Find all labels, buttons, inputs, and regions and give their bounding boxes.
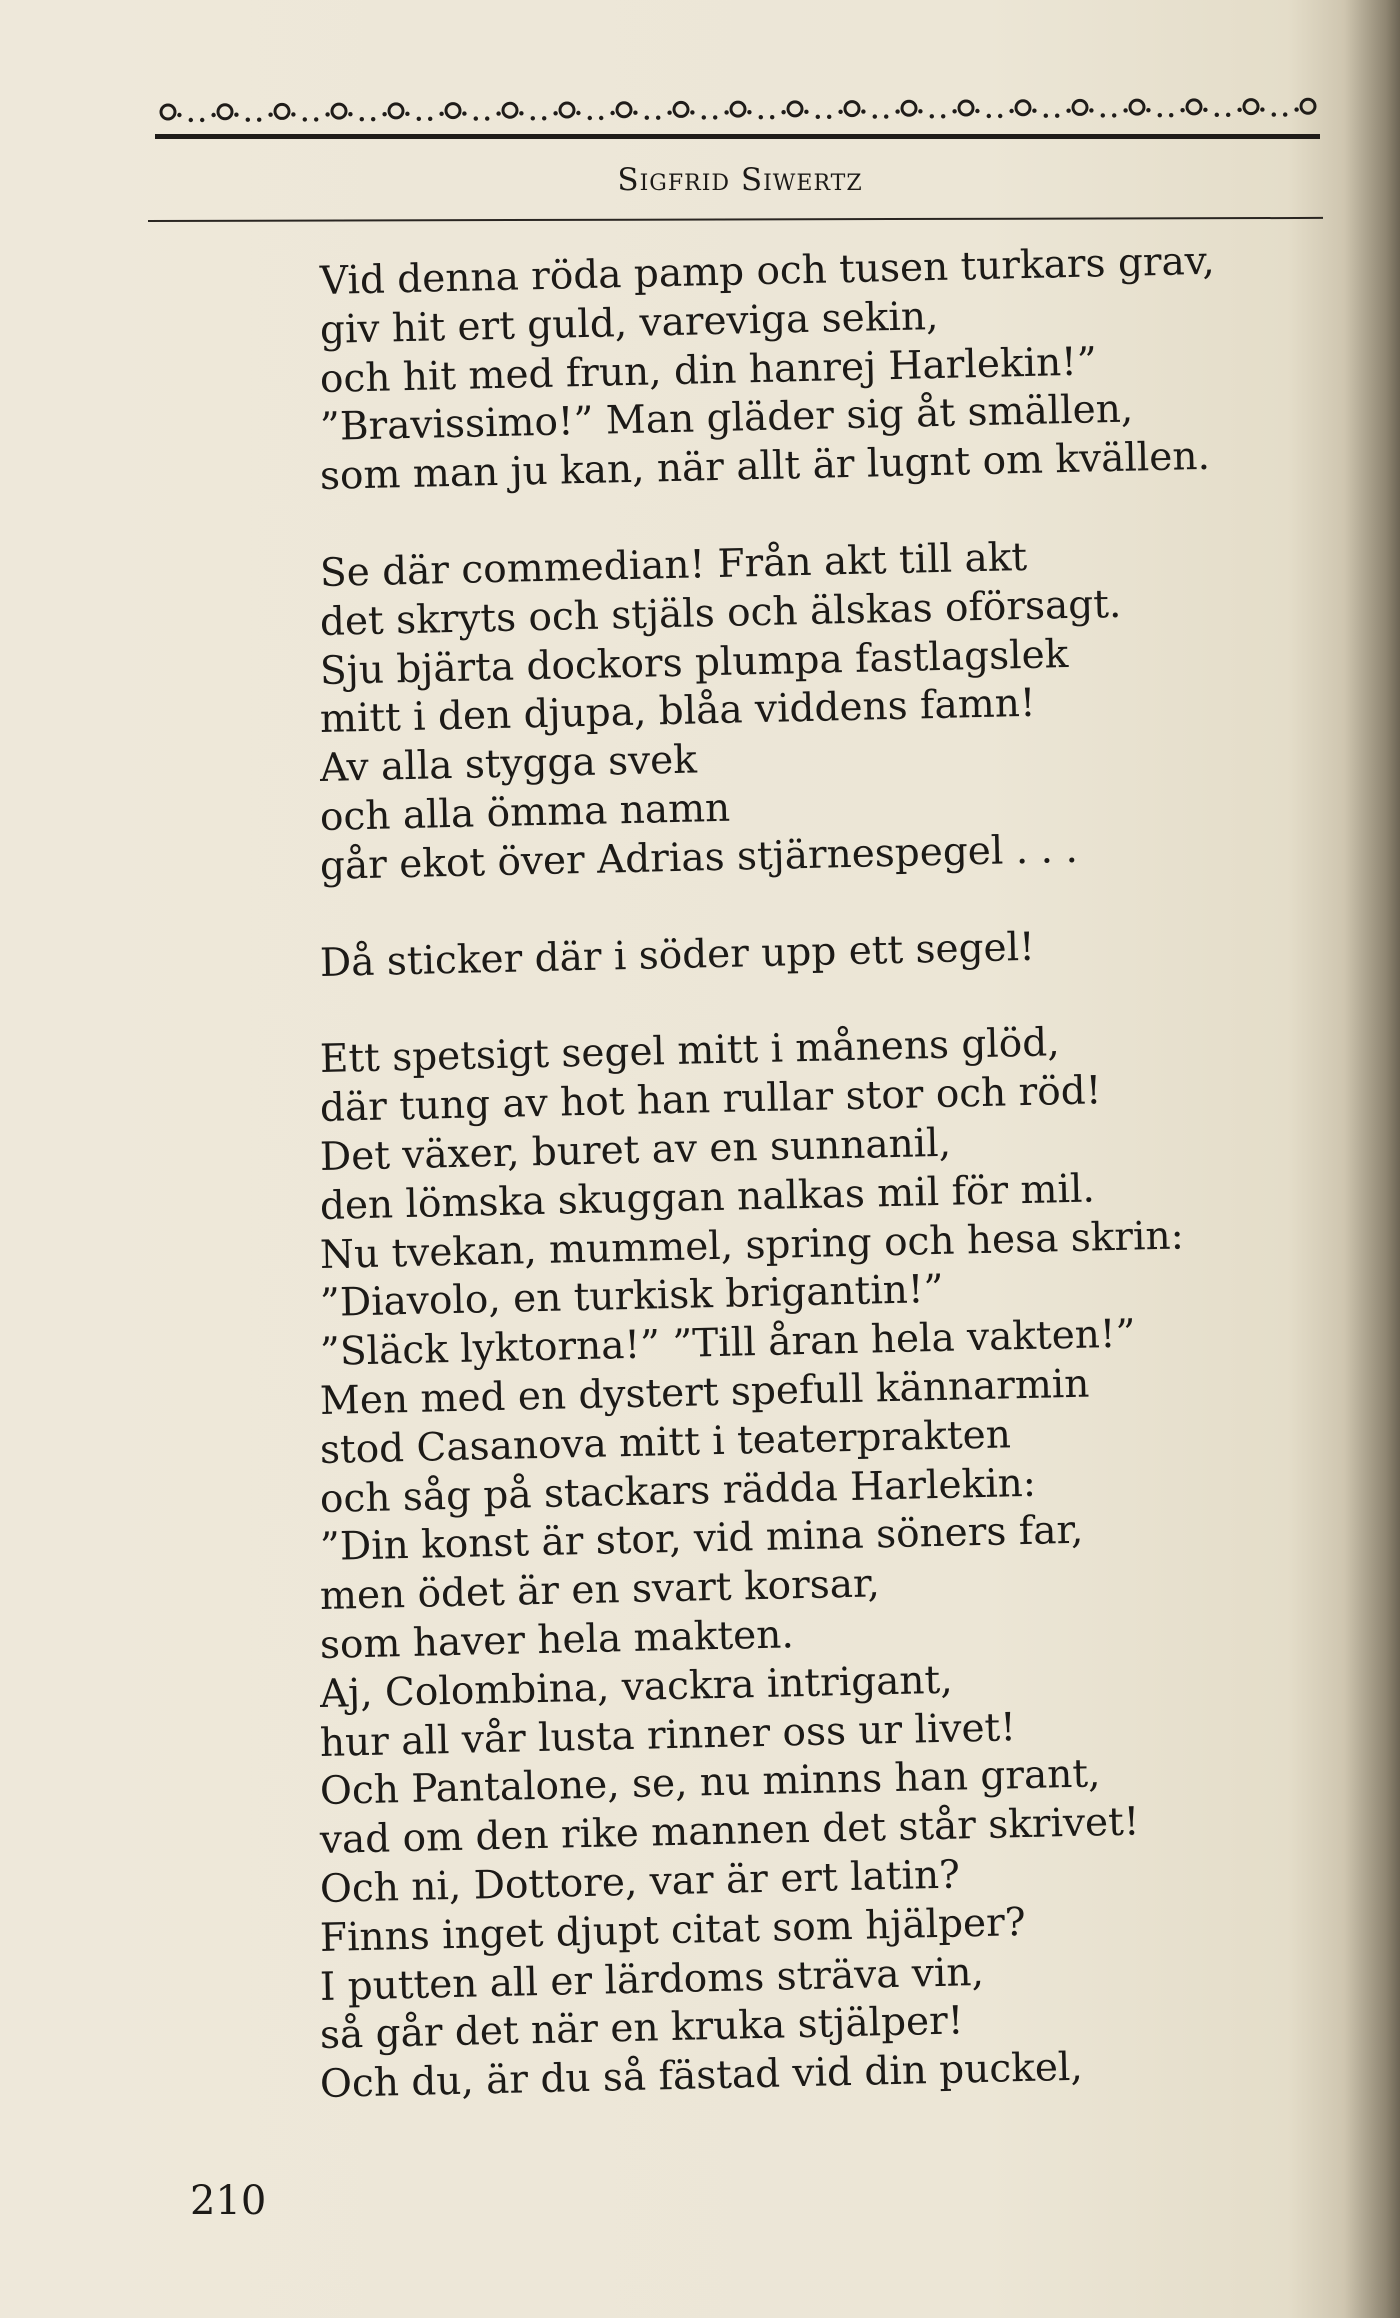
ornament-dot xyxy=(439,112,443,116)
ornament-dot xyxy=(1066,109,1070,113)
ornament-ring xyxy=(275,104,289,118)
poem-line: Se där commedian! Från akt till akt xyxy=(319,534,1028,596)
poem-line: där tung av hot han rullar stor och röd! xyxy=(319,1068,1102,1132)
ornament-dot xyxy=(998,114,1002,118)
ornament-dot xyxy=(177,113,181,117)
ornament-ring xyxy=(446,104,460,118)
ornament-dot xyxy=(918,109,922,113)
ornament-dot xyxy=(1032,109,1036,113)
poem-line: ”Diavolo, en turkisk brigantin!” xyxy=(319,1267,945,1327)
ornament-dot xyxy=(1123,108,1127,112)
poem-line: Och ni, Dottore, var är ert latin? xyxy=(319,1852,961,1912)
ornament-ring xyxy=(1016,101,1030,115)
ornament-dot xyxy=(884,114,888,118)
poem-line: Av alla stygga svek xyxy=(319,737,698,792)
ornament-dot xyxy=(690,110,694,114)
ornament-dot xyxy=(861,109,865,113)
ornament-dot xyxy=(348,112,352,116)
ornament-ring xyxy=(503,103,517,117)
ornament-dot xyxy=(531,116,535,120)
ornament-dot xyxy=(633,111,637,115)
ornament-dot xyxy=(1294,107,1298,111)
ornament-dot xyxy=(975,109,979,113)
ornament-dot xyxy=(1180,108,1184,112)
ornament-dot xyxy=(873,114,877,118)
ornament-dot xyxy=(610,111,614,115)
poem-line: går ekot över Adrias stjärnespegel . . . xyxy=(319,826,1079,889)
ornament-dot xyxy=(702,115,706,119)
ornament-dot xyxy=(1044,114,1048,118)
ornament-dot xyxy=(360,117,364,121)
ornament-dot xyxy=(462,111,466,115)
ornament-dot xyxy=(713,115,717,119)
ornament-ring xyxy=(1244,100,1258,114)
ornament-dot xyxy=(781,110,785,114)
ornament-dot xyxy=(1158,113,1162,117)
ornament-dot xyxy=(599,116,603,120)
ornament-dot xyxy=(382,112,386,116)
stanza xyxy=(319,534,1280,892)
poem-line: hur all vår lusta rinner oss ur livet! xyxy=(319,1704,1017,1766)
ornament-dot xyxy=(724,110,728,114)
ornament-dot xyxy=(1203,108,1207,112)
poem-text xyxy=(319,238,1280,2158)
ornament-dot xyxy=(371,117,375,121)
ornament-ring xyxy=(788,102,802,116)
ornament-dot xyxy=(325,112,329,116)
ornament-dot xyxy=(770,115,774,119)
decorative-border-ornament xyxy=(150,88,1325,144)
ornament-dot xyxy=(1009,109,1013,113)
ornament-dot xyxy=(645,116,649,120)
ornament-ring xyxy=(218,105,232,119)
poem-line: och alla ömma namn xyxy=(319,785,731,840)
poem-line: ”Din konst är stor, vid mina söners far, xyxy=(319,1508,1084,1571)
ornament-dot xyxy=(1237,108,1241,112)
ornament-dot xyxy=(189,118,193,122)
ornament-ring xyxy=(845,102,859,116)
ornament-ring xyxy=(959,101,973,115)
ornament-ring xyxy=(617,103,631,117)
ornament-dot xyxy=(804,110,808,114)
ornament-dot xyxy=(1272,112,1276,116)
running-head: Sigfrid Siwertz xyxy=(617,162,863,198)
ornament-dot xyxy=(519,111,523,115)
ornament-dot xyxy=(405,112,409,116)
ornament-dot xyxy=(656,116,660,120)
ornament-dot xyxy=(588,116,592,120)
poem-line: mitt i den djupa, blåa viddens famn! xyxy=(319,681,1036,743)
ornament-dot xyxy=(1089,108,1093,112)
poem-line: Det växer, buret av en sunnanil, xyxy=(319,1120,952,1180)
ornament-dot xyxy=(838,110,842,114)
ornament-dot xyxy=(667,111,671,115)
ornament-dot xyxy=(303,117,307,121)
ornament-ring xyxy=(332,104,346,118)
ornament-dot xyxy=(1169,113,1173,117)
ornament-dot xyxy=(895,109,899,113)
poem-line: den lömska skuggan nalkas mil för mil. xyxy=(319,1166,1096,1229)
ornament-ring xyxy=(674,102,688,116)
ornament-dot xyxy=(496,111,500,115)
ornament-dot xyxy=(1260,107,1264,111)
ornament-dot xyxy=(234,113,238,117)
poem-line: Då sticker där i söder upp ett segel! xyxy=(319,924,1036,986)
poem-line: som haver hela makten. xyxy=(319,1612,795,1668)
ornament-ring xyxy=(902,101,916,115)
poem-line: Vid denna röda pamp och tusen turkars grav, xyxy=(319,238,1216,304)
ornament-ring xyxy=(161,105,175,119)
poem-line: Nu tvekan, mummel, spring och hesa skrin: xyxy=(319,1212,1185,1278)
ornament-dot xyxy=(314,117,318,121)
poem-line: men ödet är en svart korsar, xyxy=(319,1561,881,1620)
ornament-dot xyxy=(827,115,831,119)
ornament-dot xyxy=(211,113,215,117)
poem-line: stod Casanova mitt i teaterprakten xyxy=(319,1412,1012,1473)
poem-line: Aj, Colombina, vackra intrigant, xyxy=(319,1657,954,1717)
poem-line: det skryts och stjäls och älskas oförsagt. xyxy=(319,581,1122,645)
poem-line: och hit med frun, din hanrej Harlekin!” xyxy=(319,338,1098,402)
ornament-dot xyxy=(1215,113,1219,117)
page-number: 210 xyxy=(190,2178,267,2224)
ornament-dot xyxy=(474,116,478,120)
poem-line: Men med en dystert spefull kännarmin xyxy=(319,1361,1090,1424)
ornament-dot xyxy=(1112,113,1116,117)
stanza xyxy=(319,1020,1280,2110)
poem-line: giv hit ert guld, vareviga sekin, xyxy=(319,293,939,353)
ornament-dot xyxy=(485,116,489,120)
ornament-ring xyxy=(1187,100,1201,114)
ornament-dot xyxy=(952,109,956,113)
poem-line: ”Släck lyktorna!” ”Till åran hela vakten!” xyxy=(319,1311,1136,1376)
ornament-dot xyxy=(1146,108,1150,112)
poem-line: vad om den rike mannen det står skrivet! xyxy=(319,1799,1140,1864)
poem-line: Ett spetsigt segel mitt i månens glöd, xyxy=(319,1020,1061,1083)
ornament-dot xyxy=(930,114,934,118)
header-rule xyxy=(148,217,1323,222)
stanza xyxy=(319,238,1280,502)
poem-line: Och du, är du så fästad vid din puckel, xyxy=(319,2044,1084,2108)
ornament-dot xyxy=(246,118,250,122)
poem-line: ”Bravissimo!” Man gläder sig åt smällen, xyxy=(319,386,1134,451)
ornament-dot xyxy=(553,111,557,115)
stanza xyxy=(319,924,1280,989)
poem-line: Och Pantalone, se, nu minns han grant, xyxy=(319,1751,1101,1815)
ornament-dot xyxy=(268,113,272,117)
ornament-dot xyxy=(941,114,945,118)
poem-line: som man ju kan, när allt är lugnt om kvällen. xyxy=(319,434,1211,500)
ornament-dot xyxy=(1055,114,1059,118)
ornament-dot xyxy=(1101,113,1105,117)
ornament-dot xyxy=(747,110,751,114)
ornament-dot xyxy=(200,118,204,122)
ornament-dot xyxy=(428,117,432,121)
ornament-dot xyxy=(987,114,991,118)
ornament-ring xyxy=(1130,100,1144,114)
ornament-dot xyxy=(542,116,546,120)
ornament-dot xyxy=(1226,113,1230,117)
ornament-dot xyxy=(417,117,421,121)
ornament-ring xyxy=(389,104,403,118)
ornament-ring xyxy=(1301,99,1315,113)
poem-line: Finns inget djupt citat som hjälper? xyxy=(319,1899,1027,1961)
poem-line: så går det när en kruka stjälper! xyxy=(319,1998,964,2059)
poem-line: och såg på stackars rädda Harlekin: xyxy=(319,1460,1037,1522)
ornament-dot xyxy=(816,115,820,119)
ornament-ring xyxy=(560,103,574,117)
ornament-dot xyxy=(759,115,763,119)
ornament-dot xyxy=(291,112,295,116)
ornament-ring xyxy=(1073,100,1087,114)
ornament-dot xyxy=(1283,112,1287,116)
ornament-dot xyxy=(576,111,580,115)
poem-line: I putten all er lärdoms sträva vin, xyxy=(319,1949,985,2010)
ornament-ring xyxy=(731,102,745,116)
ornament-dot xyxy=(257,118,261,122)
poem-line: Sju bjärta dockors plumpa fastlagslek xyxy=(319,631,1069,694)
